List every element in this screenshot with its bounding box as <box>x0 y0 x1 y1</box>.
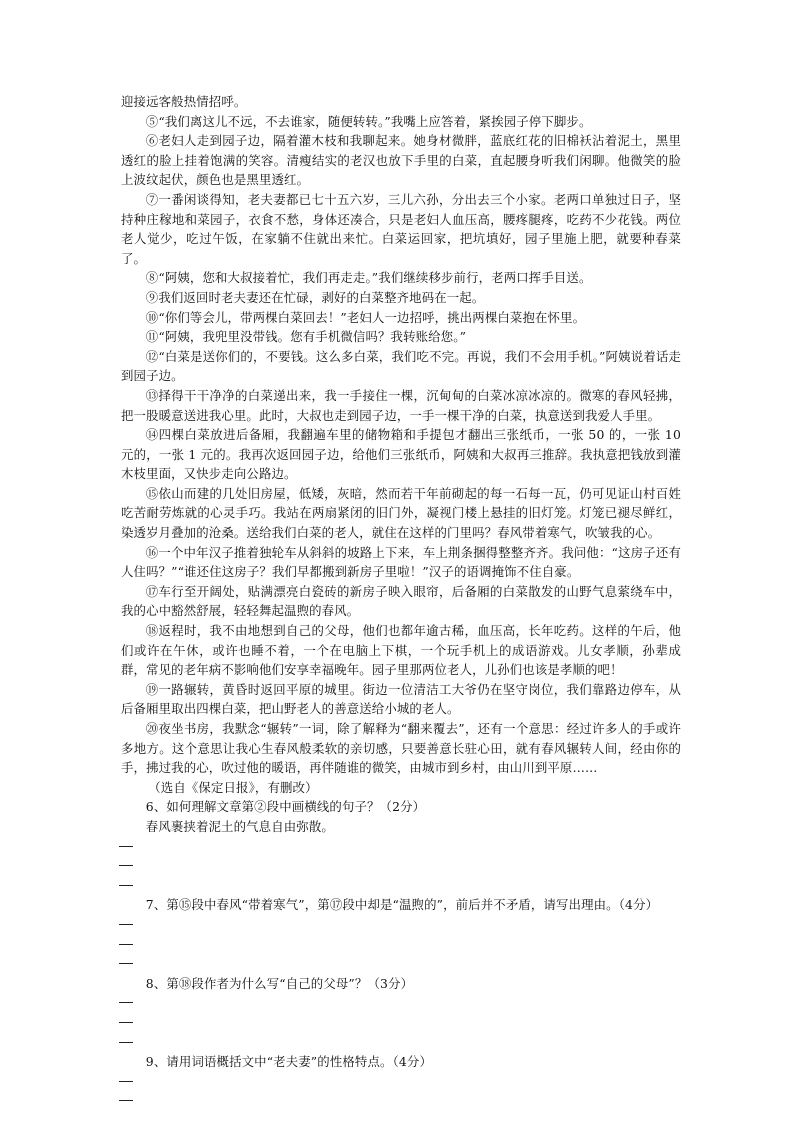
answer-line[interactable] <box>121 1033 681 1053</box>
answer-line-mark <box>119 1002 133 1003</box>
answer-line-mark <box>119 944 133 945</box>
article-paragraph: ⑱返程时，我不由地想到自己的父母，他们也都年逾古稀，血压高，长年吃药。这样的午后，他们或许在午休，或许也睡不着，一个在电脑上下棋，一个玩手机上的成语游戏。儿女孝顺，孙辈成群，常见的老年病不影响他们安享幸福晚年。园子里那两位老人，儿孙们也该是孝顺的吧！ <box>121 623 681 678</box>
answer-line[interactable] <box>121 935 681 955</box>
answer-line-mark <box>119 1022 133 1023</box>
article-paragraph: ⑦一番闲谈得知，老夫妻都已七十五六岁，三儿六孙，分出去三个小家。老两口单独过日子，坚持种庄稼地和菜园子，衣食不愁，身体还凑合，只是老妇人血压高，腰疼腿疼，吃药不少花钱。两位老人觉少，吃过午饭，在家躺不住就出来忙。白菜运回家，把坑填好，园子里施上肥，就要种春菜了。 <box>121 191 681 266</box>
article-paragraph: ⑰车行至开阔处，贴满漂亮白瓷砖的新房子映入眼帘，后备厢的白菜散发的山野气息萦绕车中，我的心中豁然舒展，轻轻舞起温煦的春风。 <box>121 583 681 619</box>
answer-line-mark <box>119 846 133 847</box>
answer-line[interactable] <box>121 1072 681 1092</box>
answer-line-mark <box>119 1042 133 1043</box>
article-paragraph: ⑩“你们等会儿，带两棵白菜回去！”老妇人一边招呼，挑出两棵白菜抱在怀里。 <box>145 309 586 325</box>
answer-line[interactable] <box>121 993 681 1013</box>
question-prompt: 7、第⑮段中春风“带着寒气”，第⑰段中却是“温煦的”，前后并不矛盾，请写出理由。（4分） <box>145 897 659 913</box>
answer-lines <box>121 1072 681 1111</box>
article-paragraph: ⑯一个中年汉子推着独轮车从斜斜的坡路上下来，车上荆条捆得整整齐齐。我问他：“这房子还有人住吗？”“谁还住这房子？我们早都搬到新房子里啦！”汉子的语调掩饰不住自豪。 <box>121 544 681 580</box>
answer-line-mark <box>119 924 133 925</box>
question-prompt: 8、第⑱段作者为什么写“自己的父母”？（3分） <box>145 975 414 991</box>
answer-line[interactable] <box>121 876 681 896</box>
answer-line[interactable] <box>121 837 681 857</box>
article-paragraph: ⑪“阿姨，我兜里没带钱。您有手机微信吗？我转账给您。” <box>145 329 467 345</box>
article-paragraph: ⑮依山而建的几处旧房屋，低矮，灰暗，然而若干年前砌起的每一石每一瓦，仍可见证山村百姓吃苦耐劳炼就的心灵手巧。我站在两扇紧闭的旧门外，凝视门楼上悬挂的旧灯笼。灯笼已褪尽鲜红，染透岁月叠加的沧桑。送给我们白菜的老人，就住在这样的门里吗？春风带着寒气，吹皱我的心。 <box>121 485 681 541</box>
article-paragraph: ⑳夜坐书房，我默念“辗转”一词，除了解释为“翻来覆去”，还有一个意思：经过许多人的手或许多地方。这个意思让我心生春风般柔软的亲切感，只要善意长驻心田，就有春风辗转人间，经由你的手，拂过我的心，吹过他的暖语，再伴随谁的微笑，由城市到乡村，由山川到平原…… <box>121 721 681 776</box>
article-source: （选自《保定日报》，有删改） <box>148 779 318 795</box>
question-prompt: 6、如何理解文章第②段中画横线的句子？（2分） <box>145 799 426 815</box>
article-paragraph: 迎接远客般热情招呼。 <box>121 94 247 109</box>
article-paragraph: ⑫“白菜是送你们的，不要钱。这么多白菜，我们吃不完。再说，我们不会用手机。”阿姨说着话走到园子边。 <box>121 348 681 384</box>
answer-line[interactable] <box>121 1013 681 1033</box>
answer-lines <box>121 837 681 896</box>
article-paragraph: ⑭四棵白菜放进后备厢，我翻遍车里的储物箱和手提包才翻出三张纸币，一张 50 的，一张 10 元的，一张 1 元的。我再次返回园子边，给他们三张纸币，阿姨和大叔再三推辞。我执意把钱放到灌木枝里面，又快步走向公路边。 <box>121 427 681 482</box>
answer-line-mark <box>119 963 133 964</box>
question-prompt: 9、请用词语概括文中“老夫妻”的性格特点。（4分） <box>145 1054 432 1070</box>
article-paragraph: ⑨我们返回时老夫妻还在忙碌，剥好的白菜整齐地码在一起。 <box>145 289 485 305</box>
question-answer: 春风裹挟着泥土的气息自由弥散。 <box>145 818 334 834</box>
answer-line-mark <box>119 1100 133 1101</box>
article-paragraph: ⑧“阿姨，您和大叔接着忙，我们再走走。”我们继续移步前行，老两口挥手目送。 <box>145 270 592 286</box>
answer-line-mark <box>119 1081 133 1082</box>
article-paragraph: ⑥老妇人走到园子边，隔着灌木枝和我聊起来。她身材微胖，蓝底红花的旧棉袄沾着泥土，黑里透红的脸上挂着饱满的笑容。清瘦结实的老汉也放下手里的白菜，直起腰身听我们闲聊。他微笑的脸上波纹起伏，颜色也是黑里透红。 <box>121 133 681 188</box>
answer-line[interactable] <box>121 856 681 876</box>
article-paragraph: ⑲一路辗转，黄昏时返回平原的城里。街边一位清洁工大爷仍在坚守岗位，我们靠路边停车，从后备厢里取出四棵白菜，把山野老人的善意送给小城的老人。 <box>121 681 681 717</box>
article-paragraph: ⑤“我们离这儿不远，不去谁家，随便转转。”我嘴上应答着，紧挨园子停下脚步。 <box>145 113 592 129</box>
article-body <box>121 92 681 1111</box>
answer-line[interactable] <box>121 954 681 974</box>
answer-line-mark <box>119 865 133 866</box>
answer-line[interactable] <box>121 915 681 935</box>
answer-line[interactable] <box>121 1091 681 1111</box>
answer-lines <box>121 915 681 974</box>
answer-line-mark <box>119 885 133 886</box>
answer-lines <box>121 993 681 1052</box>
article-paragraph: ⑬择得干干净净的白菜递出来，我一手接住一棵，沉甸甸的白菜冰凉冰凉的。微寒的春风轻拂，把一股暖意送进我心里。此时，大叔也走到园子边，一手一棵干净的白菜，执意送到我爱人手里。 <box>121 387 681 423</box>
